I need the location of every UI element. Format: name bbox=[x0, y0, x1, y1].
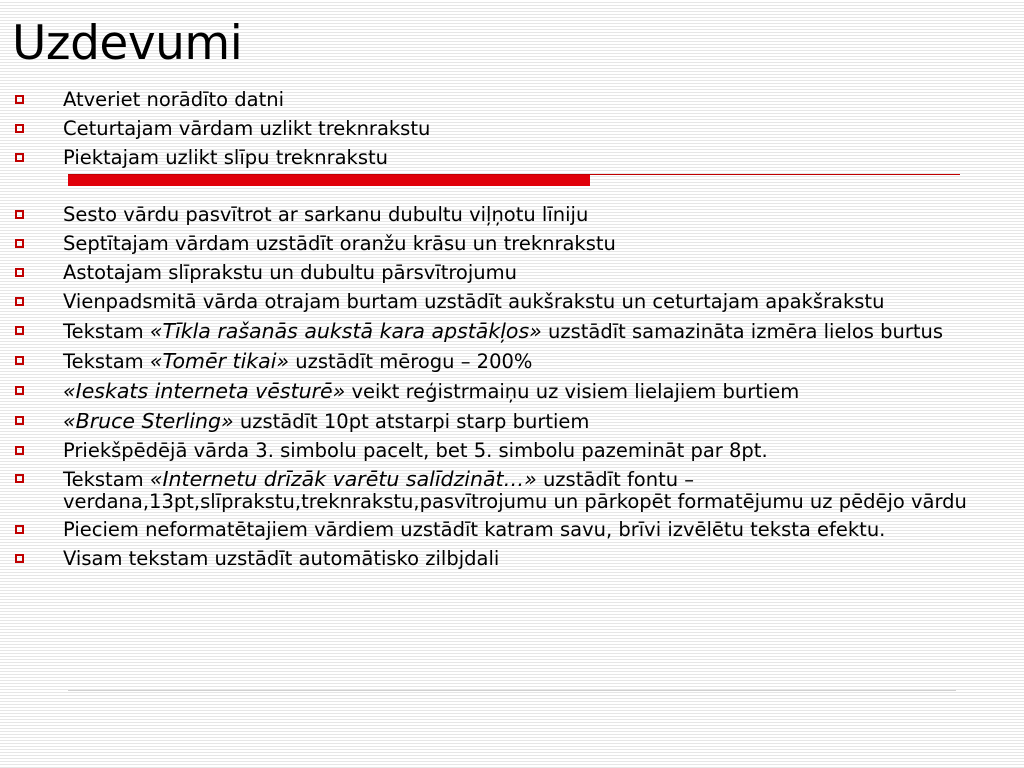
quoted-text: «Bruce Sterling» bbox=[63, 409, 234, 433]
square-bullet-icon bbox=[15, 386, 24, 395]
quoted-text: «Ieskats interneta vēsturē» bbox=[63, 379, 346, 403]
task-item bbox=[14, 88, 1014, 112]
task-text: Visam tekstam uzstādīt automātisko zilbjdali bbox=[63, 547, 500, 570]
task-text: Tekstam bbox=[63, 468, 150, 491]
task-item bbox=[14, 409, 1014, 434]
red-divider bbox=[68, 174, 960, 186]
task-text: uzstādīt samazināta izmēra lielos burtus bbox=[541, 320, 944, 343]
task-text: uzstādīt 10pt atstarpi starp burtiem bbox=[233, 410, 590, 433]
task-text: Sesto vārdu pasvītrot ar sarkanu dubultu viļņotu līniju bbox=[63, 203, 589, 226]
task-item bbox=[14, 468, 1014, 513]
task-text: Pieciem neformatētajiem vārdiem uzstādīt katram savu, brīvi izvēlētu teksta efektu. bbox=[63, 518, 886, 541]
bottom-divider bbox=[68, 690, 956, 691]
square-bullet-icon bbox=[15, 474, 24, 483]
task-item bbox=[14, 203, 1014, 227]
task-item bbox=[14, 547, 1014, 571]
task-text: Piektajam uzlikt slīpu treknrakstu bbox=[63, 146, 388, 169]
task-item bbox=[14, 319, 1014, 344]
task-text: Tekstam bbox=[63, 350, 150, 373]
square-bullet-icon bbox=[15, 446, 24, 455]
task-item bbox=[14, 117, 1014, 141]
square-bullet-icon bbox=[15, 554, 24, 563]
square-bullet-icon bbox=[15, 268, 24, 277]
square-bullet-icon bbox=[15, 297, 24, 306]
task-item bbox=[14, 146, 1014, 170]
task-item bbox=[14, 379, 1014, 404]
square-bullet-icon bbox=[15, 95, 24, 104]
task-item bbox=[14, 439, 1014, 463]
task-text: Tekstam bbox=[63, 320, 150, 343]
square-bullet-icon bbox=[15, 525, 24, 534]
task-text: uzstādīt fontu – verdana,13pt,slīprakstu,treknrakstu,pasvītrojumu un pārkopēt formatējumu uz pēdējo vārdu bbox=[63, 468, 967, 513]
task-text: Atveriet norādīto datni bbox=[63, 88, 285, 111]
task-item bbox=[14, 232, 1014, 256]
task-item bbox=[14, 261, 1014, 285]
square-bullet-icon bbox=[15, 416, 24, 425]
task-text: Priekšpēdējā vārda 3. simbolu pacelt, bet 5. simbolu pazemināt par 8pt. bbox=[63, 439, 768, 462]
square-bullet-icon bbox=[15, 153, 24, 162]
task-text: Ceturtajam vārdam uzlikt treknrakstu bbox=[63, 117, 431, 140]
quoted-text: «Internetu drīzāk varētu salīdzināt…» bbox=[149, 467, 537, 491]
task-item bbox=[14, 290, 1014, 314]
task-text: veikt reģistrmaiņu uz visiem lielajiem burtiem bbox=[345, 380, 800, 403]
task-item bbox=[14, 518, 1014, 542]
square-bullet-icon bbox=[15, 124, 24, 133]
slide-title: Uzdevumi bbox=[12, 16, 243, 71]
quoted-text: «Tomēr tikai» bbox=[149, 349, 290, 373]
quoted-text: «Tīkla rašanās aukstā kara apstākļos» bbox=[149, 319, 542, 343]
square-bullet-icon bbox=[15, 210, 24, 219]
task-text: Septītajam vārdam uzstādīt oranžu krāsu un treknrakstu bbox=[63, 232, 616, 255]
task-text: uzstādīt mērogu – 200% bbox=[289, 350, 533, 373]
square-bullet-icon bbox=[15, 239, 24, 248]
task-text: Astotajam slīprakstu un dubultu pārsvītrojumu bbox=[63, 261, 517, 284]
task-item bbox=[14, 349, 1014, 374]
square-bullet-icon bbox=[15, 326, 24, 335]
square-bullet-icon bbox=[15, 356, 24, 365]
divider-thick-bar bbox=[68, 175, 590, 186]
task-list-top bbox=[14, 88, 1014, 175]
task-list-bottom bbox=[14, 203, 1014, 576]
task-text: Vienpadsmitā vārda otrajam burtam uzstādīt aukšrakstu un ceturtajam apakšrakstu bbox=[63, 290, 885, 313]
